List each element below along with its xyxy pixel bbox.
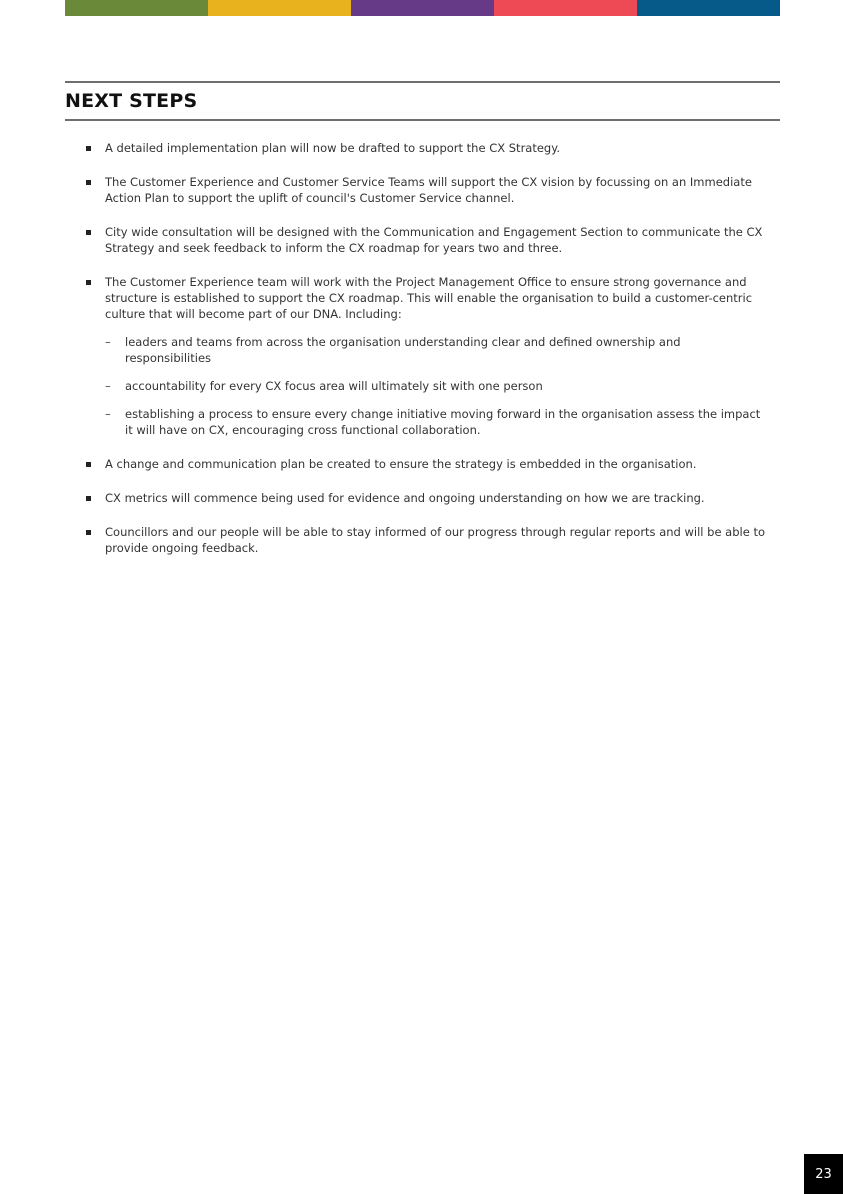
square-bullet-icon — [86, 230, 91, 235]
color-bar-segment-green — [65, 0, 208, 16]
list-item-text: Councillors and our people will be able to stay informed of our progress through regular reports and will be able to provide ongoing feedback. — [105, 525, 765, 555]
square-bullet-icon — [86, 530, 91, 535]
page-number: 23 — [804, 1154, 843, 1194]
list-item-text: The Customer Experience and Customer Service Teams will support the CX vision by focussing on an Immediate Action Plan to support the uplift of council's Customer Service channel. — [105, 175, 752, 205]
list-item — [65, 174, 765, 206]
title-rule-top — [65, 81, 780, 83]
list-item-text: A change and communication plan be created to ensure the strategy is embedded in the organisation. — [105, 457, 697, 471]
list-item — [65, 490, 765, 506]
sub-list-item-text: leaders and teams from across the organisation understanding clear and defined ownership and responsibilities — [125, 335, 681, 365]
title-rule-bottom — [65, 119, 780, 121]
list-item — [65, 524, 765, 556]
sub-list-item — [105, 406, 765, 438]
square-bullet-icon — [86, 180, 91, 185]
color-bar-segment-yellow — [208, 0, 351, 16]
square-bullet-icon — [86, 280, 91, 285]
dash-bullet-icon: – — [105, 407, 111, 421]
square-bullet-icon — [86, 462, 91, 467]
color-bar-segment-blue — [637, 0, 780, 16]
list-item — [65, 456, 765, 472]
list-item-text: City wide consultation will be designed with the Communication and Engagement Section to communicate the CX Strategy and seek feedback to inform the CX roadmap for years two and three. — [105, 225, 763, 255]
header-color-bar — [65, 0, 780, 16]
color-bar-segment-red — [494, 0, 637, 16]
sub-list-item — [105, 378, 765, 394]
sub-list-item-text: accountability for every CX focus area will ultimately sit with one person — [125, 379, 543, 393]
color-bar-segment-purple — [351, 0, 494, 16]
sub-list-item — [105, 334, 765, 366]
list-item — [65, 140, 765, 156]
content-area — [65, 140, 765, 574]
list-item-text: A detailed implementation plan will now be drafted to support the CX Strategy. — [105, 141, 561, 155]
sub-list-item-text: establishing a process to ensure every change initiative moving forward in the organisation assess the impact it will have on CX, encouraging cross functional collaboration. — [125, 407, 761, 437]
dash-bullet-icon: – — [105, 335, 111, 349]
dash-bullet-icon: – — [105, 379, 111, 393]
list-item-text: The Customer Experience team will work with the Project Management Office to ensure strong governance and structure is established to support the CX roadmap. This will enable the organisation to build a customer-centric culture that will become part of our DNA. Including: — [105, 275, 753, 321]
list-item — [65, 274, 765, 438]
next-steps-list — [65, 140, 765, 556]
square-bullet-icon — [86, 496, 91, 501]
page-title: NEXT STEPS — [65, 90, 198, 112]
list-item-text: CX metrics will commence being used for evidence and ongoing understanding on how we are tracking. — [105, 491, 705, 505]
square-bullet-icon — [86, 146, 91, 151]
sub-list — [105, 334, 765, 438]
list-item — [65, 224, 765, 256]
